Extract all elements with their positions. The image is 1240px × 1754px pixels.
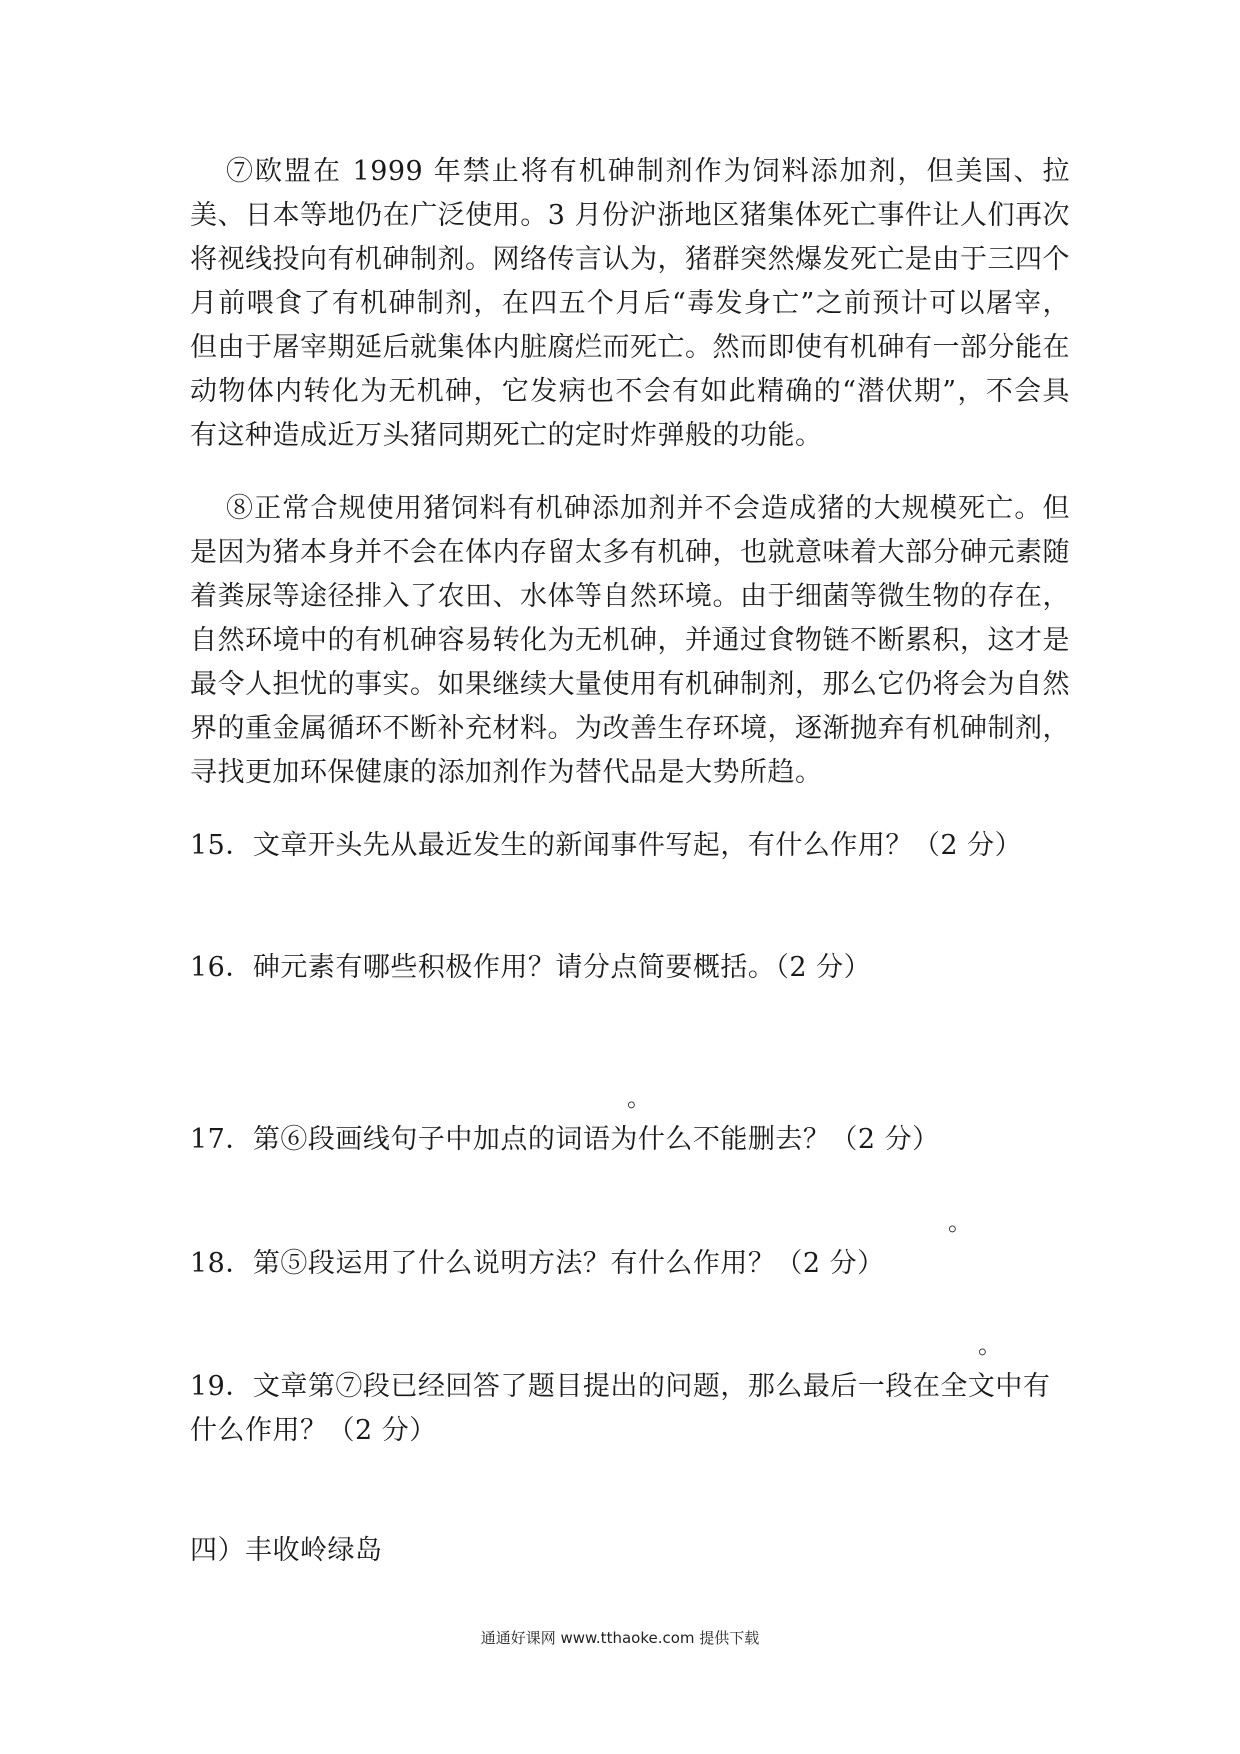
question-19: 19．文章第⑦段已经回答了题目提出的问题，那么最后一段在全文中有什么作用？（2 分） [190,1371,1051,1446]
answer-line-mark-17: 。 [948,1208,972,1236]
question-15: 15．文章开头先从最近发生的新闻事件写起，有什么作用？（2 分） [190,830,1023,861]
question-18: 18．第⑤段运用了什么说明方法？有什么作用？（2 分） [190,1248,885,1279]
answer-line-mark-18: 。 [978,1331,1002,1359]
question-17: 17．第⑥段画线句子中加点的词语为什么不能删去？（2 分） [190,1124,940,1155]
answer-line-mark-16: 。 [627,1084,651,1112]
section-title: 四）丰收岭绿岛 [190,1535,383,1566]
paragraph-8: ⑧正常合规使用猪饲料有机砷添加剂并不会造成猪的大规模死亡。但是因为猪本身并不会在体内存留太多有机砷，也就意味着大部分砷元素随着粪尿等途径排入了农田、水体等自然环境。由于细菌等微生物的存在，自然环境中的有机砷容易转化为无机砷，并通过食物链不断累积，这才是最令人担忧的事实。如果继续大量使用有机砷制剂，那么它仍将会为自然界的重金属循环不断补充材料。为改善生存环境，逐渐抛弃有机砷制剂，寻找更加环保健康的添加剂作为替代品是大势所趋。 [190,493,1070,788]
footer-credit: 通通好课网 www.tthaoke.com 提供下载 [480,1629,760,1647]
paragraph-7: ⑦欧盟在 1999 年禁止将有机砷制剂作为饲料添加剂，但美国、拉美、日本等地仍在广泛使用。3 月份沪浙地区猪集体死亡事件让人们再次将视线投向有机砷制剂。网络传言认为，猪群突然爆发死亡是由于三四个月前喂食了有机砷制剂，在四五个月后“毒发身亡”之前预计可以屠宰，但由于屠宰期延后就集体内脏腐烂而死亡。然而即使有机砷有一部分能在动物体内转化为无机砷，它发病也不会有如此精确的“潜伏期”，不会具有这种造成近万头猪同期死亡的定时炸弹般的功能。 [190,156,1070,451]
question-16: 16．砷元素有哪些积极作用？请分点简要概括。（2 分） [190,952,872,983]
